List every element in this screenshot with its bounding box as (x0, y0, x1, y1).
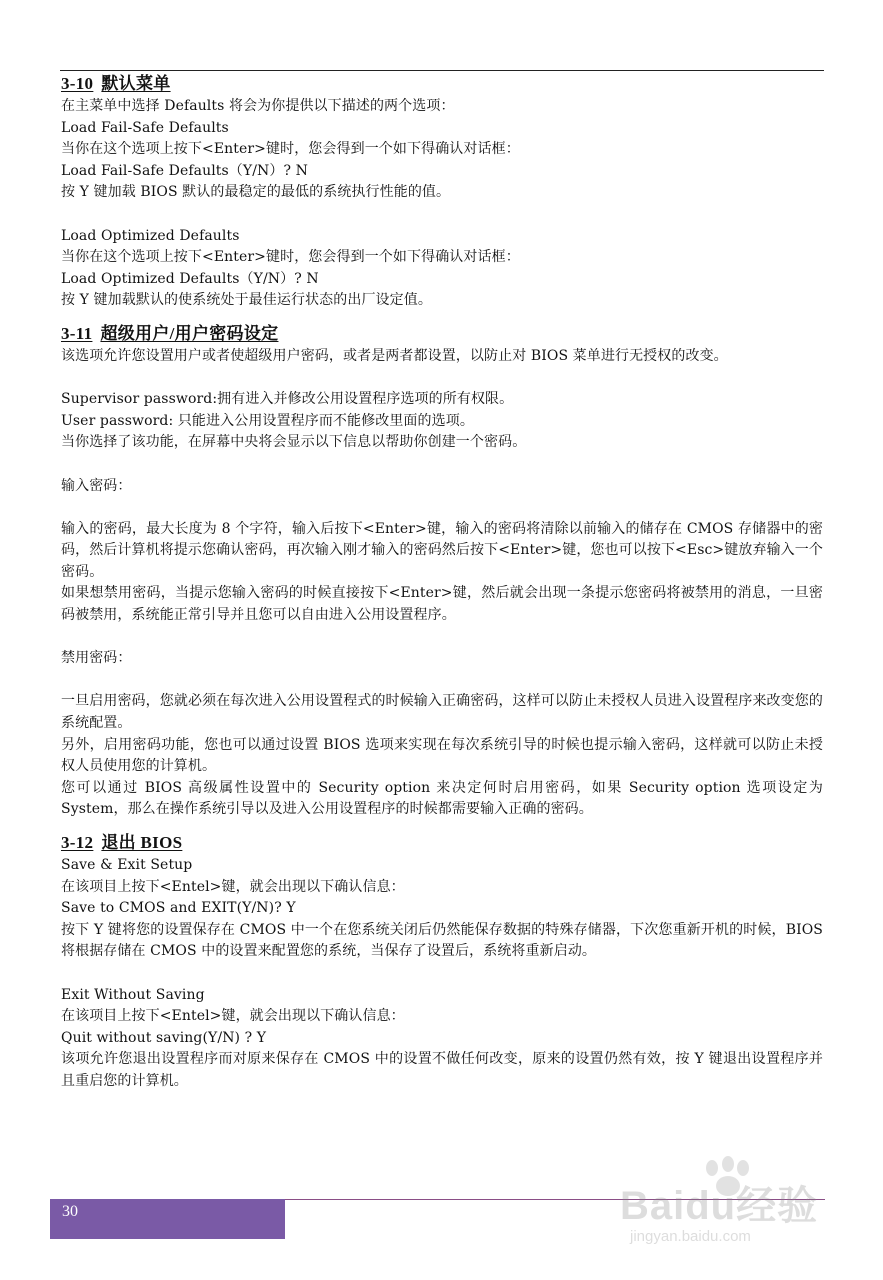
paragraph: 按下 Y 键将您的设置保存在 CMOS 中一个在您系统关闭后仍然能保存数据的特殊存储器，下次您重新开机的时候，BIOS 将根据存储在 CMOS 中的设置来配置您的系统，当保存了设置后，系统将重新启动。 (61, 921, 823, 960)
baidu-watermark (600, 1150, 850, 1270)
watermark-logo: Baidu经验 (620, 1184, 819, 1228)
section-heading-3-11: 3-11 超级用户/用户密码设定 (61, 323, 279, 343)
paragraph: 另外，启用密码功能，您也可以通过设置 BIOS 选项来实现在每次系统引导的时候也提示输入密码，这样就可以防止未授权人员使用您的计算机。 (61, 736, 823, 775)
text-line: Load Optimized Defaults（Y/N）? N (61, 270, 319, 287)
paragraph: 您可以通过 BIOS 高级属性设置中的 Security option 来决定何时启用密码，如果 Security option 选项设定为 System，那么在操作系统引导以及进入公用设置程序的时候都需要输入正确的密码。 (61, 779, 823, 818)
text-line: 当你在这个选项上按下<Enter>键时，您会得到一个如下得确认对话框： (61, 249, 520, 266)
watermark-url: jingyan.baidu.com (630, 1228, 751, 1245)
header-rule (60, 70, 824, 71)
section-heading-3-12: 3-12 退出 BIOS (61, 833, 183, 852)
paragraph: 该选项允许您设置用户或者使超级用户密码，或者是两者都设置，以防止对 BIOS 菜单进行无授权的改变。 (61, 347, 728, 364)
text-line: Load Fail-Safe Defaults (61, 119, 229, 136)
text-line: 当你在这个选项上按下<Enter>键时，您会得到一个如下得确认对话框： (61, 141, 520, 158)
text-line: Supervisor password:拥有进入并修改公用设置程序选项的所有权限。 (61, 391, 514, 408)
paragraph: 该项允许您退出设置程序而对原来保存在 CMOS 中的设置不做任何改变，原来的设置仍然有效，按 Y 键退出设置程序并且重启您的计算机。 (61, 1051, 823, 1089)
text-line: Save & Exit Setup (61, 857, 193, 873)
text-line: 按 Y 键加载默认的使系统处于最佳运行状态的出厂设定值。 (61, 292, 432, 309)
text-line: 在主菜单中选择 Defaults 将会为你提供以下描述的两个选项： (61, 98, 455, 114)
paragraph: 如果想禁用密码，当提示您输入密码的时候直接按下<Enter>键，然后就会出现一条提示您密码将被禁用的消息，一旦密码被禁用，系统能正常引导并且您可以自由进入公用设置程序。 (61, 585, 823, 624)
text-line: Load Fail-Safe Defaults（Y/N）? N (61, 162, 308, 179)
text-line: Load Optimized Defaults (61, 227, 240, 244)
text-line: Quit without saving(Y/N) ? Y (61, 1029, 267, 1046)
text-line: Exit Without Saving (61, 986, 205, 1003)
section-heading-3-10: 3-10 默认菜单 (61, 74, 171, 93)
paragraph: 输入的密码，最大长度为 8 个字符，输入后按下<Enter>键，输入的密码将清除以前输入的储存在 CMOS 存储器中的密码，然后计算机将提示您确认密码，再次输入刚才输入的密码然后按下<Enter>键，您也可以按下<Esc>键放弃输入一个密码。 (61, 520, 823, 580)
text-line: User password: 只能进入公用设置程序而不能修改里面的选项。 (61, 412, 474, 429)
text-line: Save to CMOS and EXIT(Y/N)? Y (61, 900, 296, 917)
page-content (61, 72, 823, 1093)
text-line: 当你选择了该功能，在屏幕中央将会显示以下信息以帮助你创建一个密码。 (61, 434, 527, 451)
text-line: 在该项目上按下<Entel>键，就会出现以下确认信息： (61, 1008, 405, 1025)
subheading-disable-password: 禁用密码： (61, 650, 132, 667)
text-line: 在该项目上按下<Entel>键，就会出现以下确认信息： (61, 878, 405, 895)
subheading-enter-password: 输入密码： (61, 477, 132, 494)
page-number: 30 (50, 1199, 285, 1239)
text-line: 按 Y 键加载 BIOS 默认的最稳定的最低的系统执行性能的值。 (61, 184, 451, 201)
paragraph: 一旦启用密码，您就必须在每次进入公用设置程式的时候输入正确密码，这样可以防止未授权人员进入设置程序来改变您的系统配置。 (61, 693, 823, 732)
